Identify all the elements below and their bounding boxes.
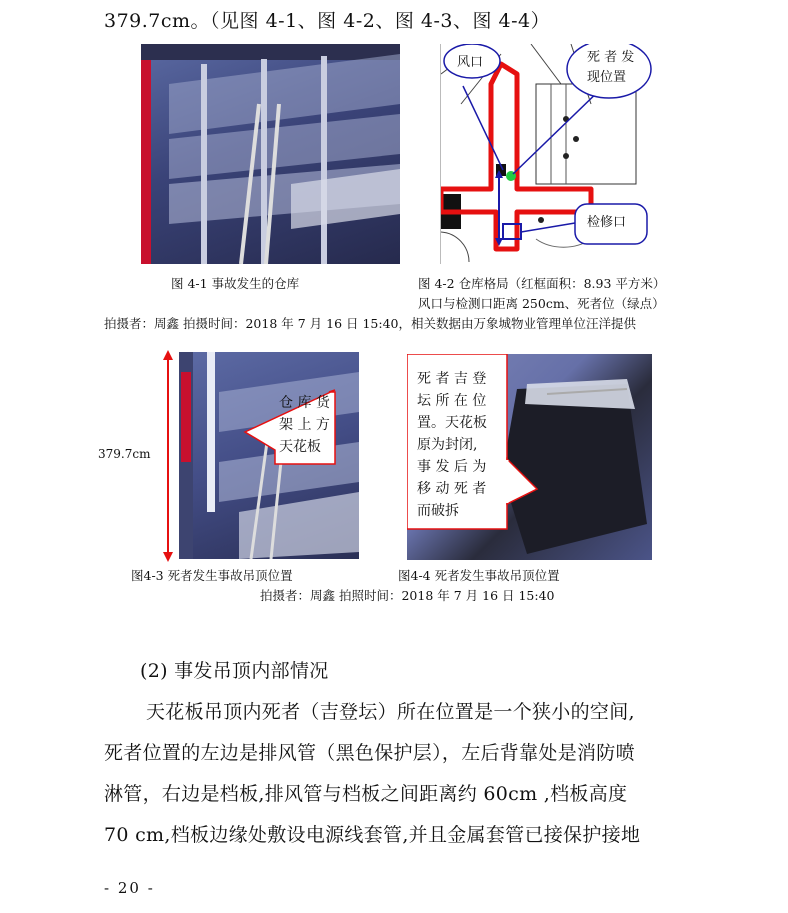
death-position-callout-line2: 现位置 [587, 70, 627, 85]
fig4-caption: 图4-4 死者发生事故吊顶位置 [398, 568, 560, 583]
paragraph-line: 死者位置的左边是排风管（黑色保护层），左后背靠处是消防喷 [104, 742, 635, 764]
death-position-callout-line1: 死 者 发 [587, 50, 635, 65]
fig4-callout-line: 事 发 后 为 [417, 459, 487, 475]
paragraph-line: 天花板吊顶内死者（吉登坛）所在位置是一个狭小的空间, [146, 701, 635, 723]
height-arrow [160, 350, 176, 562]
death-position-callout [587, 48, 634, 88]
fig4-callout-line: 原为封闭, [417, 437, 478, 453]
fig3-callout [279, 392, 330, 458]
height-label: 379.7cm [98, 447, 151, 461]
fig3-callout-line: 仓 库 货 [279, 395, 330, 411]
fig4-callout [417, 368, 487, 522]
ceiling-opening-photo [407, 354, 652, 560]
warehouse-photo [141, 44, 400, 264]
ceiling-shelf-photo [179, 352, 359, 559]
fig4-callout-line: 置。天花板 [417, 415, 487, 431]
photo-credit-2: 拍摄者：周鑫 拍照时间：2018 年 7 月 16 日 15:40 [260, 588, 555, 603]
fig1-caption: 图 4-1 事故发生的仓库 [171, 276, 300, 291]
fig4-callout-line: 而破拆 [417, 503, 459, 519]
intro-line: 379.7cm。（见图 4-1、图 4-2、图 4-3、图 4-4） [104, 10, 551, 32]
fig4-callout-line: 移 动 死 者 [417, 481, 487, 497]
paragraph-line: 70 cm,档板边缘处敷设电源线套管,并且金属套管已接保护接地 [104, 824, 641, 846]
fig3-caption: 图4-3 死者发生事故吊顶位置 [131, 568, 293, 583]
hatch-callout: 检修口 [587, 215, 627, 230]
section-heading: (2) 事发吊顶内部情况 [140, 660, 329, 682]
fig2-caption-line1: 图 4-2 仓库格局（红框面积：8.93 平方米） [418, 276, 666, 291]
photo-credit-1: 拍摄者：周鑫 拍摄时间：2018 年 7 月 16 日 15:40，相关数据由万象城物业管理单位汪洋提供 [104, 316, 637, 331]
fig3-callout-line: 架 上 方 [279, 417, 330, 433]
fig3-callout-line: 天花板 [279, 439, 321, 455]
fig4-callout-line: 坛 所 在 位 [417, 393, 487, 409]
page-number: - 20 - [104, 879, 155, 897]
warehouse-floorplan [440, 44, 655, 264]
fig2-caption-line2: 风口与检测口距离 250cm、死者位（绿点） [418, 296, 665, 311]
fig4-callout-line: 死 者 吉 登 [417, 371, 487, 387]
paragraph-line: 淋管，右边是档板,排风管与档板之间距离约 60cm ,档板高度 [104, 783, 628, 805]
vent-callout: 风口 [457, 55, 484, 70]
